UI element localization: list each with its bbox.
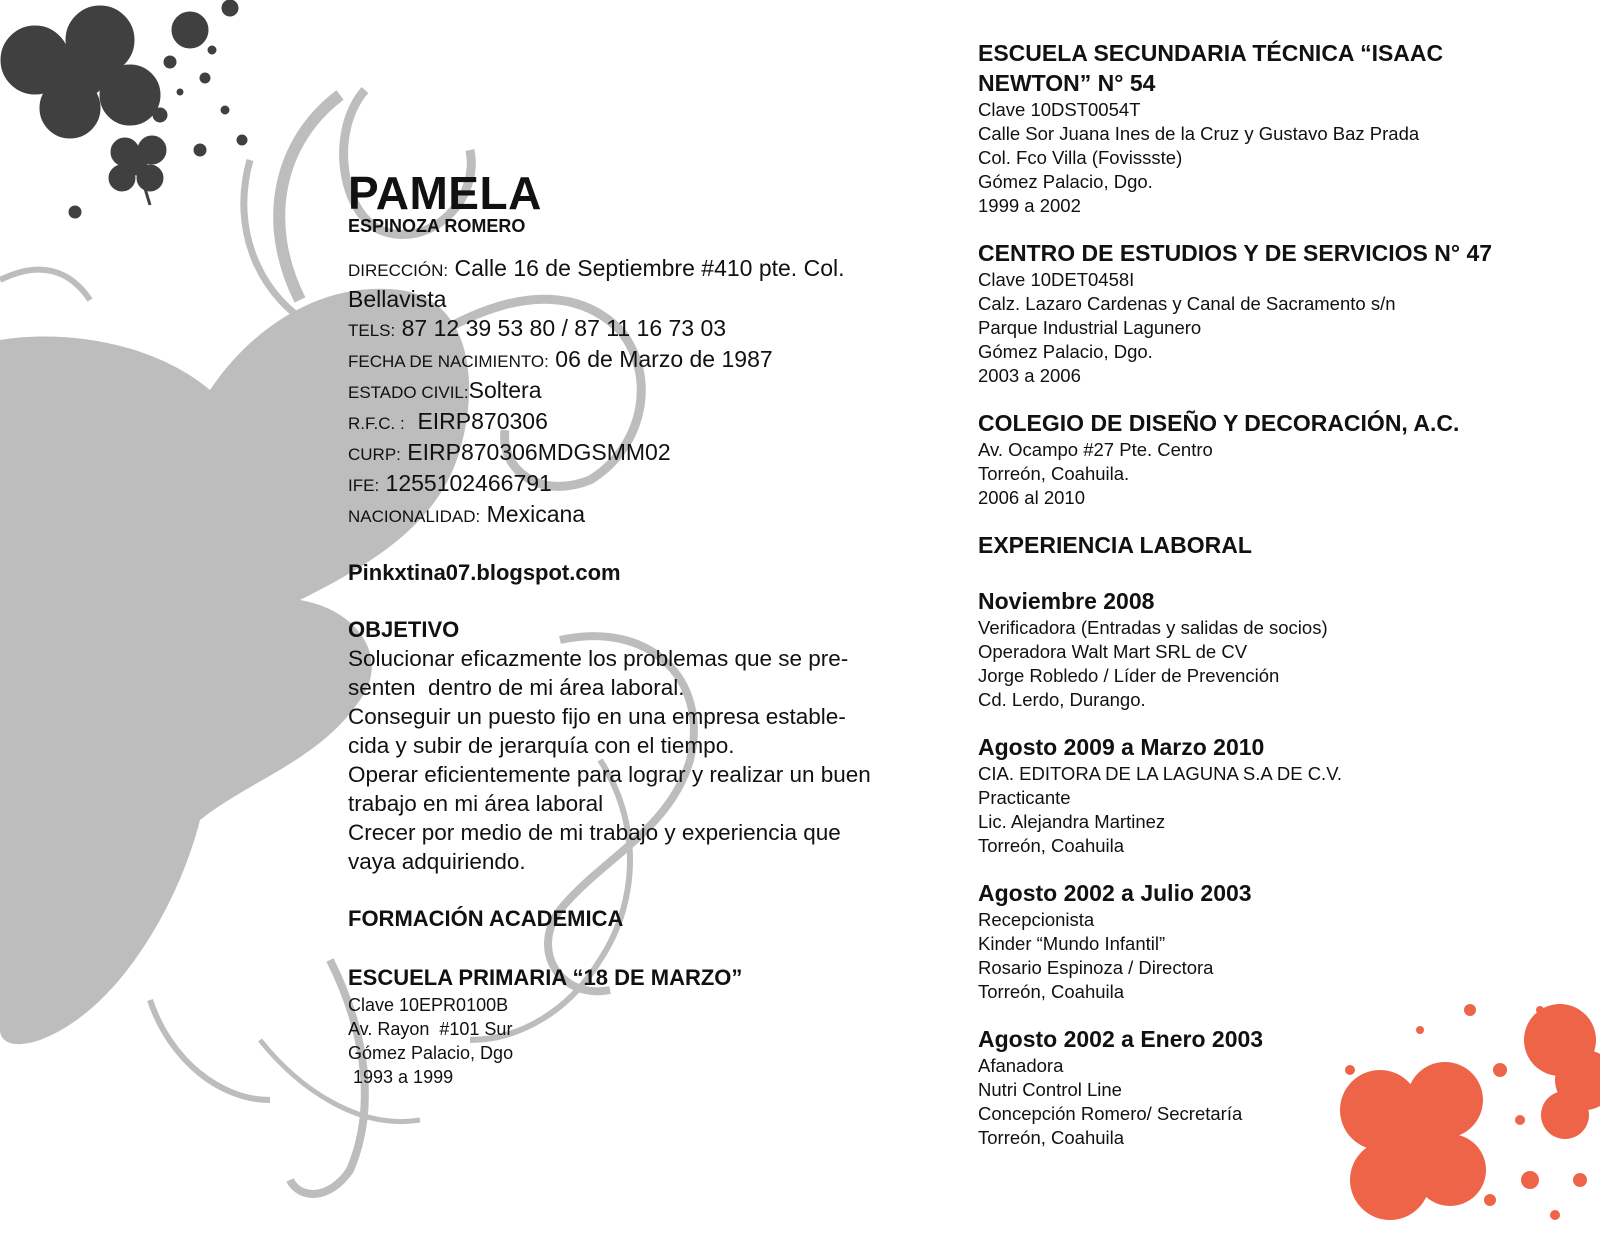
school-detail: Av. Rayon #101 Sur bbox=[348, 1019, 513, 1039]
school-detail: 2003 a 2006 bbox=[978, 365, 1081, 386]
contact-field-ife bbox=[348, 469, 918, 500]
field-value: EIRP870306MDGSMM02 bbox=[400, 439, 671, 465]
school-detail: Parque Industrial Lagunero bbox=[978, 317, 1202, 338]
job-block bbox=[978, 1024, 1558, 1150]
school-detail: Gómez Palacio, Dgo. bbox=[978, 171, 1153, 192]
field-value: 06 de Marzo de 1987 bbox=[548, 346, 773, 372]
first-name: PAMELA bbox=[348, 167, 542, 219]
field-label: FECHA DE NACIMIENTO: bbox=[348, 352, 549, 371]
job-block bbox=[978, 878, 1558, 1004]
school-name: ESCUELA PRIMARIA “18 DE MARZO” bbox=[348, 965, 743, 990]
contact-field-civil-status bbox=[348, 376, 918, 407]
field-value: EIRP870306 bbox=[404, 408, 548, 434]
job-detail: Torreón, Coahuila bbox=[978, 1127, 1125, 1148]
school-detail: Clave 10DET0458I bbox=[978, 269, 1135, 290]
blog-link: Pinkxtina07.blogspot.com bbox=[348, 560, 621, 585]
experience-heading: EXPERIENCIA LABORAL bbox=[978, 532, 1252, 558]
job-period: Agosto 2002 a Enero 2003 bbox=[978, 1026, 1264, 1052]
school-name: COLEGIO DE DISEÑO Y DECORACIÓN, A.C. bbox=[978, 410, 1460, 436]
school-detail: 1993 a 1999 bbox=[348, 1067, 454, 1087]
school-block-cetis bbox=[978, 238, 1558, 388]
objective-line: Operar eficientemente para lograr y realizar un buen bbox=[348, 762, 871, 787]
job-detail: Operadora Walt Mart SRL de CV bbox=[978, 641, 1248, 662]
objective-line: senten dentro de mi área laboral. bbox=[348, 675, 685, 700]
field-label: R.F.C. : bbox=[348, 414, 405, 433]
contact-field-nationality bbox=[348, 500, 918, 531]
school-name: CENTRO DE ESTUDIOS Y DE SERVICIOS N° 47 bbox=[978, 240, 1493, 266]
field-value: 1255102466791 bbox=[379, 470, 552, 496]
job-detail: Recepcionista bbox=[978, 909, 1095, 930]
objective-line: Solucionar eficazmente los problemas que se pre- bbox=[348, 646, 849, 671]
right-column bbox=[978, 38, 1558, 1170]
job-detail: Verificadora (Entradas y salidas de socios) bbox=[978, 617, 1328, 638]
objective-heading: OBJETIVO bbox=[348, 617, 460, 642]
job-detail: Rosario Espinoza / Directora bbox=[978, 957, 1214, 978]
contact-list bbox=[348, 254, 918, 531]
objective-text bbox=[348, 644, 918, 876]
contact-field-curp bbox=[348, 438, 918, 469]
job-detail: Nutri Control Line bbox=[978, 1079, 1122, 1100]
field-value: Calle 16 de Septiembre #410 pte. Col. Bellavista bbox=[348, 255, 845, 312]
school-detail: Gómez Palacio, Dgo bbox=[348, 1043, 514, 1063]
job-block bbox=[978, 732, 1558, 858]
field-label: TELS: bbox=[348, 321, 396, 340]
job-detail: Practicante bbox=[978, 787, 1071, 808]
objective-line: Conseguir un puesto fijo en una empresa estable- bbox=[348, 704, 846, 729]
contact-field-phones bbox=[348, 314, 918, 345]
school-name: ESCUELA SECUNDARIA TÉCNICA “ISAAC NEWTON” N° 54 bbox=[978, 40, 1444, 96]
job-detail: Jorge Robledo / Líder de Prevención bbox=[978, 665, 1280, 686]
job-detail: Concepción Romero/ Secretaría bbox=[978, 1103, 1243, 1124]
objective-line: vaya adquiriendo. bbox=[348, 849, 526, 874]
field-label: DIRECCIÓN: bbox=[348, 261, 449, 280]
job-detail: Torreón, Coahuila bbox=[978, 835, 1125, 856]
job-period: Noviembre 2008 bbox=[978, 588, 1155, 614]
school-detail: Clave 10DST0054T bbox=[978, 99, 1141, 120]
school-detail: 1999 a 2002 bbox=[978, 195, 1081, 216]
field-value: Soltera bbox=[468, 377, 542, 403]
contact-field-address bbox=[348, 254, 918, 314]
job-detail: CIA. EDITORA DE LA LAGUNA S.A DE C.V. bbox=[978, 763, 1342, 784]
field-label: IFE: bbox=[348, 476, 380, 495]
job-detail: Afanadora bbox=[978, 1055, 1064, 1076]
education-heading: FORMACIÓN ACADEMICA bbox=[348, 906, 624, 931]
school-block-college bbox=[978, 408, 1558, 510]
school-detail: 2006 al 2010 bbox=[978, 487, 1085, 508]
job-period: Agosto 2009 a Marzo 2010 bbox=[978, 734, 1265, 760]
school-detail: Clave 10EPR0100B bbox=[348, 995, 509, 1015]
field-label: ESTADO CIVIL: bbox=[348, 383, 469, 402]
school-detail: Av. Ocampo #27 Pte. Centro bbox=[978, 439, 1213, 460]
school-block-secondary bbox=[978, 38, 1558, 218]
job-detail: Torreón, Coahuila bbox=[978, 981, 1125, 1002]
contact-field-birthdate bbox=[348, 345, 918, 376]
job-period: Agosto 2002 a Julio 2003 bbox=[978, 880, 1252, 906]
school-detail: Calz. Lazaro Cardenas y Canal de Sacramento s/n bbox=[978, 293, 1396, 314]
field-label: NACIONALIDAD: bbox=[348, 507, 481, 526]
school-detail: Col. Fco Villa (Fovissste) bbox=[978, 147, 1183, 168]
left-column bbox=[348, 167, 918, 1089]
job-detail: Lic. Alejandra Martinez bbox=[978, 811, 1166, 832]
job-detail: Kinder “Mundo Infantil” bbox=[978, 933, 1166, 954]
objective-line: trabajo en mi área laboral bbox=[348, 791, 604, 816]
last-name: ESPINOZA ROMERO bbox=[348, 216, 526, 236]
job-block bbox=[978, 586, 1558, 712]
job-detail: Cd. Lerdo, Durango. bbox=[978, 689, 1146, 710]
objective-line: cida y subir de jerarquía con el tiempo. bbox=[348, 733, 735, 758]
clover-icon-small bbox=[109, 136, 166, 205]
field-value: 87 12 39 53 80 / 87 11 16 73 03 bbox=[395, 315, 727, 341]
contact-field-rfc bbox=[348, 407, 918, 438]
objective-line: Crecer por medio de mi trabajo y experiencia que bbox=[348, 820, 841, 845]
school-detail: Torreón, Coahuila. bbox=[978, 463, 1130, 484]
school-detail: Gómez Palacio, Dgo. bbox=[978, 341, 1153, 362]
school-block-primary bbox=[348, 963, 918, 1089]
school-detail: Calle Sor Juana Ines de la Cruz y Gustavo Baz Prada bbox=[978, 123, 1420, 144]
field-label: CURP: bbox=[348, 445, 401, 464]
field-value: Mexicana bbox=[480, 501, 586, 527]
